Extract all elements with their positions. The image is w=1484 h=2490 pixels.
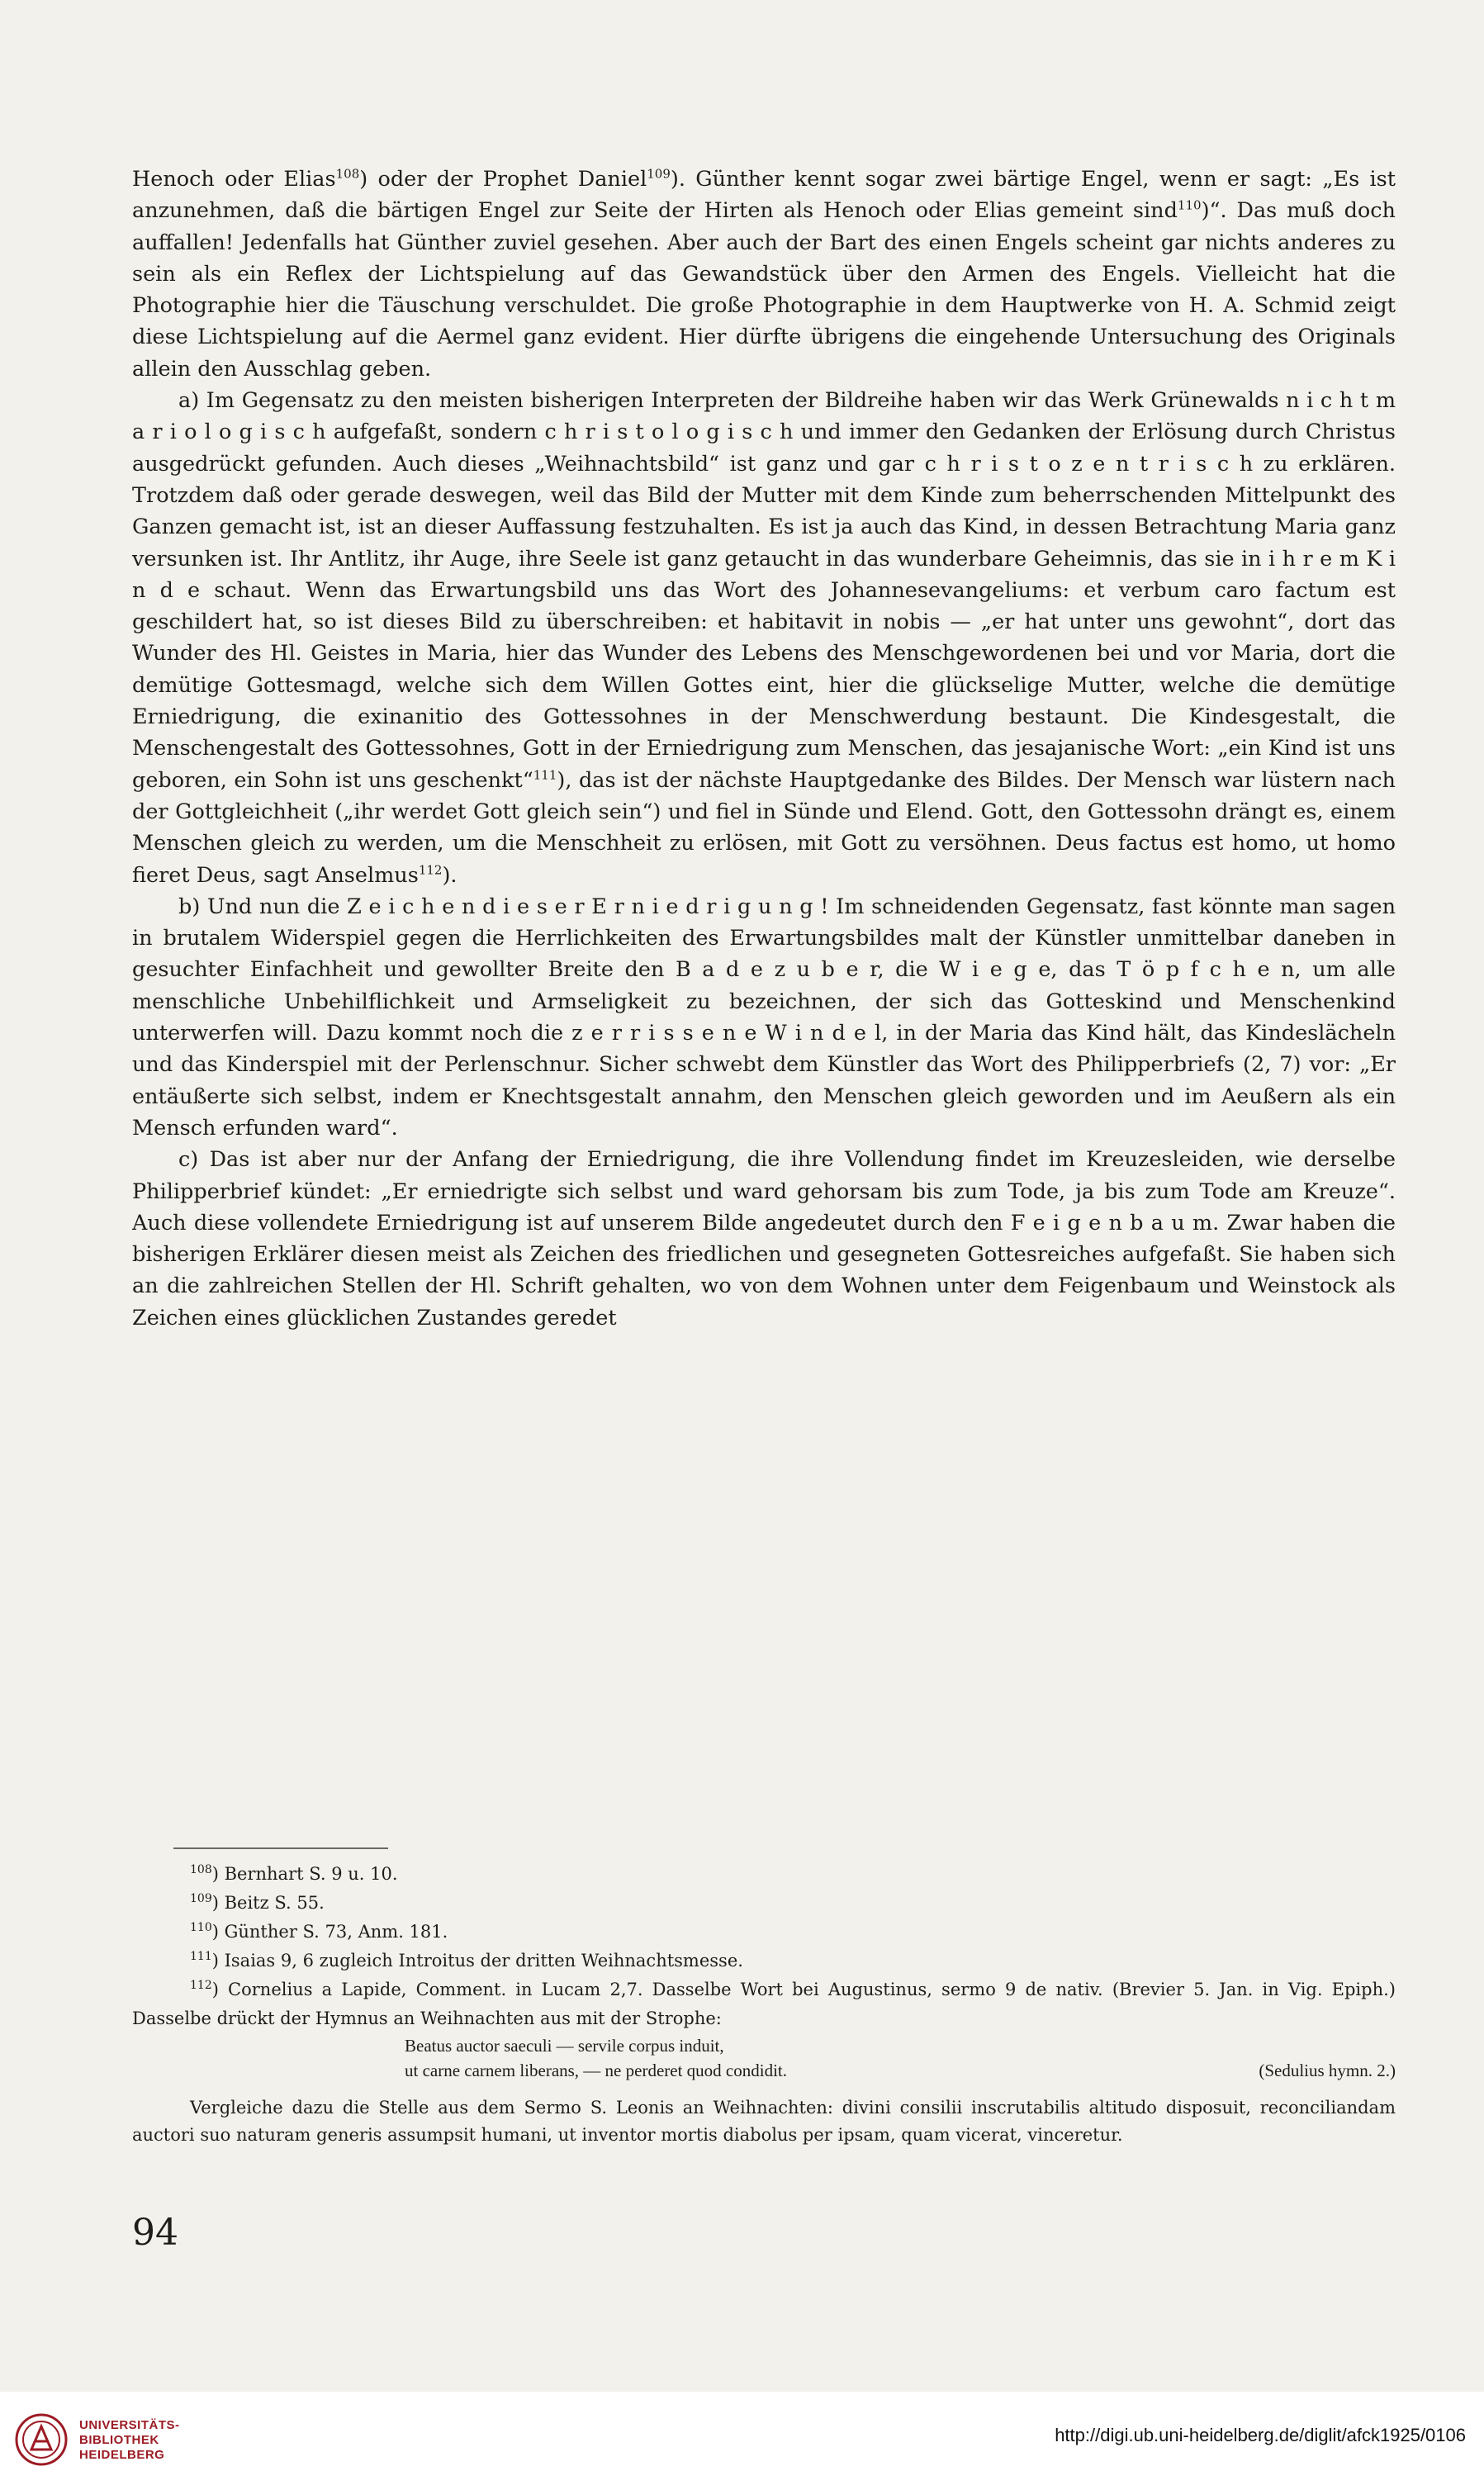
footnote-text: ) Günther S. 73, Anm. 181. <box>211 1922 448 1942</box>
text-run: ) oder der Prophet Daniel <box>359 167 647 192</box>
library-name-line: UNIVERSITÄTS- <box>79 2418 180 2432</box>
library-logo-icon <box>15 2413 68 2466</box>
text-run: a) Im Gegensatz zu den meisten bisherigen Interpreten der Bildreihe haben wir das Werk Grünewalds n i c h t m a r i o l o g i s c h aufgefaßt, sondern c h r i s t o l o g i s c h und immer den Gedanken der Erlösung durch Christus ausgedrückt gefunden. Auch dieses „Weihnachtsbild“ ist ganz und gar c h r i s t o z e n t r i s c h zu erklären. Trotzdem daß oder gerade deswegen, weil das Bild der Mutter mit dem Kinde zum beherrschenden Mittelpunkt des Ganzen gemacht ist, ist an dieser Auffassung festzuhalten. Es ist ja auch das Kind, in dessen Betrachtung Maria ganz versunken ist. Ihr Antlitz, ihr Auge, ihre Seele ist ganz getaucht in das wunderbare Geheimnis, das sie in i h r e m K i n d e schaut. Wenn das Erwartungsbild uns das Wort des Johannesevangeliums: et verbum caro factum est geschildert hat, so ist dieses Bild zu überschreiben: et habitavit in nobis — „er hat unter uns gewohnt“, dort das Wunder des Hl. Geistes in Maria, hier das Wunder des Lebens des Menschgewordenen bei und vor Maria, dort die demütige Gottesmagd, welche sich dem Willen Gottes eint, hier die glückselige Mutter, welche die demütige Erniedrigung, die exinanitio des Gottessohnes in der Menschwerdung bestaunt. Die Kindesgestalt, die Menschengestalt des Gottessohnes, Gott in der Erniedrigung zum Menschen, das jesajanische Wort: „ein Kind ist uns geboren, ein Sohn ist uns geschenkt“ <box>132 388 1396 793</box>
paragraph-1 <box>132 164 1396 385</box>
footnote-number: 108 <box>190 1863 212 1876</box>
library-name-line: BIBLIOTHEK <box>79 2433 159 2447</box>
footnote-112 <box>132 1975 1396 2033</box>
text-run: Henoch oder Elias <box>132 167 336 192</box>
footnote-108 <box>132 1860 1396 1889</box>
footnote-ref-108: 108 <box>335 166 360 182</box>
footnote-ref-112: 112 <box>418 862 443 878</box>
footnote-number: 112 <box>190 1979 212 1992</box>
main-text <box>132 164 1396 1334</box>
source-url-link[interactable]: http://digi.ub.uni-heidelberg.de/diglit/afck1925/0106 <box>1055 2425 1466 2445</box>
footnote-111 <box>132 1947 1396 1975</box>
footnote-note: Vergleiche dazu die Stelle aus dem Sermo S. Leonis an Weihnachten: divini consilii inscrutabilis altitudo disposuit, reconciliandam auctori suo naturam generis assumpsit humani, ut inventor mortis diabolus per ipsam, quam vicerat, vinceretur. <box>132 2098 1396 2145</box>
footnote-divider <box>173 1847 388 1849</box>
text-run: ). <box>442 862 458 888</box>
text-run: ). Günther kennt sogar zwei bärtige Engel, wenn er sagt: „Es ist anzunehmen, daß die bärtigen Engel zur Seite der Hirten als Henoch oder Elias gemeint sind <box>132 167 1396 224</box>
hymn-line-1: Beatus auctor saeculi — servile corpus induit, <box>405 2036 724 2056</box>
text-run: )“. Das muß doch auffallen! Jedenfalls hat Günther zuviel gesehen. Aber auch der Bart des einen Engels scheint gar nichts anderes zu sein als ein Reflex der Lichtspielung auf das Gewandstück über den Armen des Engels. Vielleicht hat die Photographie hier die Täuschung verschuldet. Die große Photographie in dem Hauptwerke von H. A. Schmid zeigt diese Lichtspielung auf die Aermel ganz evident. Hier dürfte übrigens die eingehende Untersuchung des Originals allein den Ausschlag geben. <box>132 198 1396 382</box>
footnote-text: ) Bernhart S. 9 u. 10. <box>211 1864 398 1884</box>
hymn-source: (Sedulius hymn. 2.) <box>1259 2061 1396 2080</box>
footnote-text: ) Cornelius a Lapide, Comment. in Lucam 2,7. Dasselbe Wort bei Augustinus, sermo 9 de nativ. (Brevier 5. Jan. in Vig. Epiph.) Dasselbe drückt der Hymnus an Weihnachten aus mit der Strophe: <box>132 1980 1396 2028</box>
footnote-110 <box>132 1918 1396 1947</box>
footnote-number: 109 <box>190 1892 212 1905</box>
page-number: 94 <box>132 2212 178 2254</box>
footnote-number: 111 <box>190 1950 212 1963</box>
footnotes <box>132 1860 1396 2149</box>
footnote-number: 110 <box>190 1921 212 1934</box>
hymn-text: ut carne carnem liberans, — ne perderet quod condidit. <box>405 2061 787 2080</box>
footnote-ref-111: 111 <box>533 767 557 783</box>
footnote-text: ) Beitz S. 55. <box>211 1893 325 1913</box>
footnote-text: ) Isaias 9, 6 zugleich Introitus der dritten Weihnachtsmesse. <box>211 1951 743 1971</box>
library-name-line: HEIDELBERG <box>79 2448 165 2462</box>
paragraph-c: c) Das ist aber nur der Anfang der Erniedrigung, die ihre Vollendung findet im Kreuzesleiden, wie derselbe Philipperbrief kündet: „Er erniedrigte sich selbst und ward gehorsam bis zum Tode, ja bis zum Tode am Kreuze“. Auch diese vollendete Erniedrigung ist auf unserem Bilde angedeutet durch den F e i g e n b a u m. Zwar haben die bisherigen Erklärer diesen meist als Zeichen des friedlichen und gesegneten Gottesreiches aufgefaßt. Sie haben sich an die zahlreichen Stellen der Hl. Schrift gehalten, wo von dem Wohnen unter dem Feigenbaum und Weinstock als Zeichen eines glücklichen Zustandes geredet <box>132 1147 1396 1330</box>
paragraph-b: b) Und nun die Z e i c h e n d i e s e r E r n i e d r i g u n g ! Im schneidenden Gegensatz, fast könnte man sagen in brutalem Widerspiel gegen die Herrlichkeiten des Erwartungsbildes malt der Künstler unmittelbar daneben in gesuchter Einfachheit und gewollter Breite den B a d e z u b e r, die W i e g e, das T ö p f c h e n, um alle menschliche Unbehilflichkeit und Armseligkeit zu bezeichnen, der sich das Gotteskind und Menschenkind unterwerfen will. Dazu kommt noch die z e r r i s s e n e W i n d e l, in der Maria das Kind hält, das Kindeslächeln und das Kinderspiel mit der Perlenschnur. Sicher schwebt dem Künstler das Wort des Philipperbriefs (2, 7) vor: „Er entäußerte sich selbst, indem er Knechtsgestalt annahm, den Menschen gleich geworden und im Aeußern als ein Mensch erfunden ward“. <box>132 894 1396 1141</box>
text-run: ), das ist der nächste Hauptgedanke des Bildes. Der Mensch war lüstern nach der Gottgleichheit („ihr werdet Gott gleich sein“) und fiel in Sünde und Elend. Gott, den Gottessohn drängt es, einem Menschen gleich zu werden, um die Menschheit zu erlösen, mit Gott zu versöhnen. Deus factus est homo, ut homo fieret Deus, sagt Anselmus <box>132 767 1396 888</box>
paragraph-a <box>132 385 1396 891</box>
library-footer <box>0 2392 1484 2490</box>
footnote-ref-109: 109 <box>647 166 671 182</box>
library-name <box>79 2418 180 2463</box>
footnote-109 <box>132 1889 1396 1918</box>
hymn-line-2 <box>132 2058 1396 2083</box>
footnote-ref-110: 110 <box>1177 197 1202 213</box>
